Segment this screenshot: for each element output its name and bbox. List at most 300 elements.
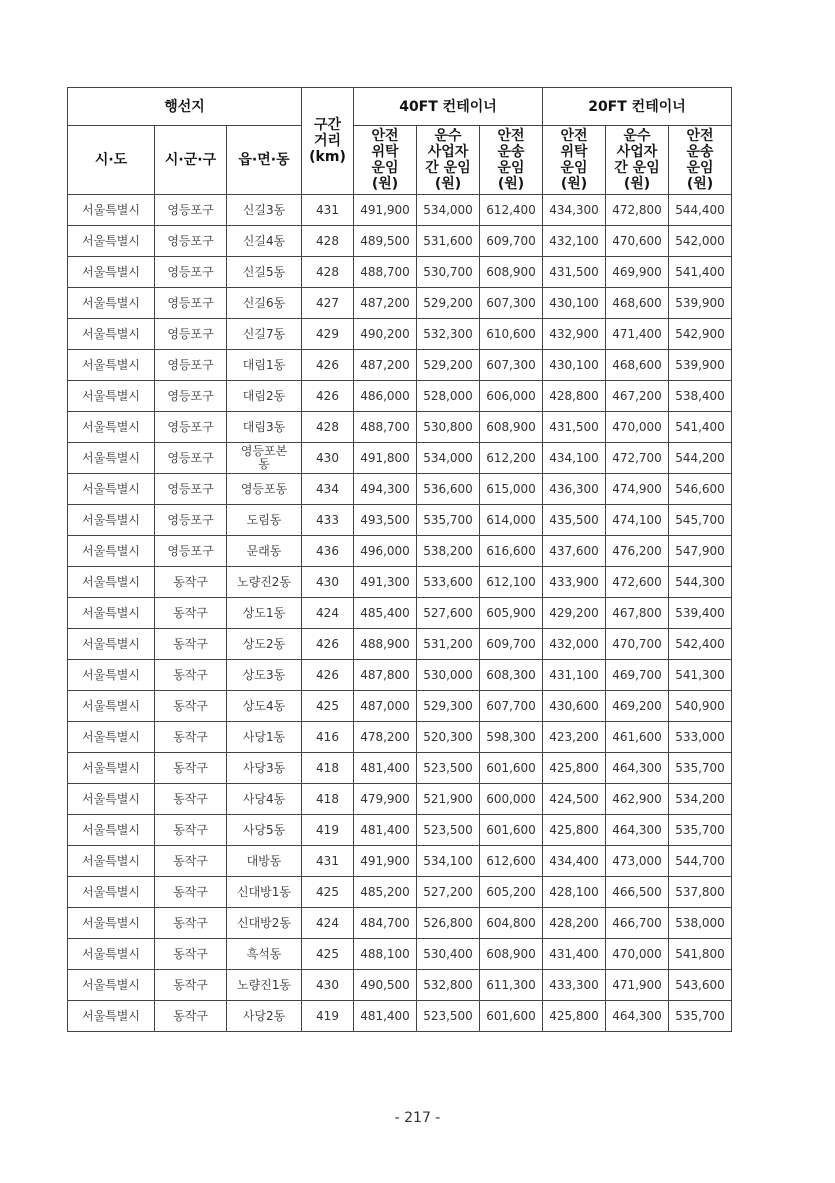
cell-20ft-carrier: 470,000 <box>606 412 669 443</box>
cell-20ft-safe-transport: 545,700 <box>669 505 732 536</box>
cell-eupmyeondong: 영등포동 <box>227 474 302 505</box>
cell-sido: 서울특별시 <box>68 319 155 350</box>
cell-40ft-carrier: 523,500 <box>417 753 480 784</box>
table-row <box>68 412 732 443</box>
cell-20ft-carrier: 467,800 <box>606 598 669 629</box>
cell-distance: 428 <box>302 226 354 257</box>
table-row <box>68 257 732 288</box>
cell-40ft-safe-transport: 601,600 <box>480 1001 543 1032</box>
cell-distance: 424 <box>302 598 354 629</box>
cell-20ft-carrier: 469,700 <box>606 660 669 691</box>
cell-20ft-carrier: 471,400 <box>606 319 669 350</box>
cell-20ft-safe-consign: 433,300 <box>543 970 606 1001</box>
header-20ft-safe-consign-rate: 안전 위탁 운임 (원) <box>543 126 606 195</box>
cell-eupmyeondong: 신길7동 <box>227 319 302 350</box>
cell-20ft-carrier: 466,500 <box>606 877 669 908</box>
cell-40ft-safe-transport: 598,300 <box>480 722 543 753</box>
table-row <box>68 226 732 257</box>
cell-eupmyeondong: 대림1동 <box>227 350 302 381</box>
cell-sido: 서울특별시 <box>68 443 155 474</box>
cell-40ft-carrier: 532,300 <box>417 319 480 350</box>
cell-sigungu: 동작구 <box>155 846 227 877</box>
table-row <box>68 784 732 815</box>
cell-40ft-safe-consign: 491,300 <box>354 567 417 598</box>
cell-20ft-carrier: 467,200 <box>606 381 669 412</box>
cell-distance: 425 <box>302 939 354 970</box>
cell-20ft-safe-consign: 434,300 <box>543 195 606 226</box>
cell-20ft-safe-consign: 431,100 <box>543 660 606 691</box>
cell-distance: 424 <box>302 908 354 939</box>
cell-20ft-safe-transport: 546,600 <box>669 474 732 505</box>
cell-sigungu: 영등포구 <box>155 350 227 381</box>
cell-40ft-safe-transport: 612,400 <box>480 195 543 226</box>
cell-distance: 419 <box>302 1001 354 1032</box>
cell-20ft-safe-consign: 436,300 <box>543 474 606 505</box>
cell-40ft-safe-transport: 605,900 <box>480 598 543 629</box>
cell-sido: 서울특별시 <box>68 567 155 598</box>
cell-20ft-safe-transport: 539,900 <box>669 350 732 381</box>
cell-20ft-safe-consign: 434,400 <box>543 846 606 877</box>
cell-sigungu: 영등포구 <box>155 536 227 567</box>
cell-20ft-safe-transport: 541,300 <box>669 660 732 691</box>
cell-sido: 서울특별시 <box>68 784 155 815</box>
cell-40ft-carrier: 530,700 <box>417 257 480 288</box>
table-row <box>68 722 732 753</box>
cell-40ft-carrier: 527,600 <box>417 598 480 629</box>
cell-40ft-carrier: 528,000 <box>417 381 480 412</box>
header-40ft-carrier-rate: 운수 사업자 간 운임 (원) <box>417 126 480 195</box>
cell-20ft-safe-consign: 430,100 <box>543 288 606 319</box>
cell-40ft-safe-transport: 616,600 <box>480 536 543 567</box>
cell-20ft-safe-transport: 534,200 <box>669 784 732 815</box>
cell-20ft-safe-consign: 428,200 <box>543 908 606 939</box>
cell-eupmyeondong: 신길3동 <box>227 195 302 226</box>
cell-sigungu: 동작구 <box>155 629 227 660</box>
table-row <box>68 691 732 722</box>
cell-40ft-safe-consign: 491,900 <box>354 195 417 226</box>
cell-20ft-safe-consign: 430,600 <box>543 691 606 722</box>
cell-40ft-safe-consign: 484,700 <box>354 908 417 939</box>
header-20ft-carrier-rate: 운수 사업자 간 운임 (원) <box>606 126 669 195</box>
table-row <box>68 350 732 381</box>
cell-20ft-carrier: 464,300 <box>606 753 669 784</box>
cell-20ft-safe-consign: 425,800 <box>543 815 606 846</box>
cell-distance: 425 <box>302 691 354 722</box>
cell-40ft-carrier: 526,800 <box>417 908 480 939</box>
cell-sido: 서울특별시 <box>68 505 155 536</box>
cell-eupmyeondong: 영등포본 동 <box>227 443 302 474</box>
table-row <box>68 1001 732 1032</box>
cell-distance: 436 <box>302 536 354 567</box>
cell-distance: 428 <box>302 412 354 443</box>
cell-eupmyeondong: 노량진2동 <box>227 567 302 598</box>
header-eupmyeondong: 읍·면·동 <box>227 126 302 195</box>
table-row <box>68 536 732 567</box>
cell-40ft-safe-transport: 608,900 <box>480 257 543 288</box>
cell-eupmyeondong: 신길6동 <box>227 288 302 319</box>
cell-20ft-safe-consign: 430,100 <box>543 350 606 381</box>
cell-sido: 서울특별시 <box>68 412 155 443</box>
cell-sido: 서울특별시 <box>68 629 155 660</box>
cell-20ft-safe-transport: 544,200 <box>669 443 732 474</box>
cell-20ft-safe-consign: 435,500 <box>543 505 606 536</box>
cell-40ft-safe-consign: 490,500 <box>354 970 417 1001</box>
cell-sido: 서울특별시 <box>68 846 155 877</box>
cell-sido: 서울특별시 <box>68 660 155 691</box>
cell-40ft-safe-transport: 610,600 <box>480 319 543 350</box>
cell-sido: 서울특별시 <box>68 815 155 846</box>
cell-20ft-safe-transport: 535,700 <box>669 753 732 784</box>
cell-sigungu: 영등포구 <box>155 257 227 288</box>
cell-distance: 419 <box>302 815 354 846</box>
cell-20ft-safe-transport: 533,000 <box>669 722 732 753</box>
cell-20ft-safe-consign: 425,800 <box>543 1001 606 1032</box>
cell-40ft-safe-consign: 478,200 <box>354 722 417 753</box>
cell-20ft-safe-transport: 547,900 <box>669 536 732 567</box>
cell-eupmyeondong: 상도3동 <box>227 660 302 691</box>
cell-sido: 서울특별시 <box>68 381 155 412</box>
header-sido: 시·도 <box>68 126 155 195</box>
cell-20ft-carrier: 464,300 <box>606 1001 669 1032</box>
cell-40ft-safe-transport: 606,000 <box>480 381 543 412</box>
cell-20ft-safe-consign: 425,800 <box>543 753 606 784</box>
cell-eupmyeondong: 사당2동 <box>227 1001 302 1032</box>
header-20ft: 20FT 컨테이너 <box>543 88 732 126</box>
cell-20ft-safe-transport: 542,400 <box>669 629 732 660</box>
cell-40ft-carrier: 533,600 <box>417 567 480 598</box>
cell-eupmyeondong: 신대방2동 <box>227 908 302 939</box>
table-row <box>68 505 732 536</box>
cell-40ft-carrier: 535,700 <box>417 505 480 536</box>
cell-distance: 427 <box>302 288 354 319</box>
cell-40ft-carrier: 536,600 <box>417 474 480 505</box>
cell-20ft-safe-consign: 432,000 <box>543 629 606 660</box>
cell-20ft-safe-consign: 433,900 <box>543 567 606 598</box>
cell-40ft-carrier: 523,500 <box>417 1001 480 1032</box>
cell-20ft-safe-transport: 540,900 <box>669 691 732 722</box>
cell-sido: 서울특별시 <box>68 350 155 381</box>
cell-distance: 430 <box>302 443 354 474</box>
cell-eupmyeondong: 흑석동 <box>227 939 302 970</box>
cell-20ft-safe-transport: 535,700 <box>669 1001 732 1032</box>
cell-20ft-safe-consign: 428,100 <box>543 877 606 908</box>
cell-40ft-carrier: 531,600 <box>417 226 480 257</box>
cell-sigungu: 동작구 <box>155 784 227 815</box>
cell-20ft-carrier: 461,600 <box>606 722 669 753</box>
cell-eupmyeondong: 신길5동 <box>227 257 302 288</box>
cell-40ft-safe-transport: 607,300 <box>480 288 543 319</box>
cell-distance: 428 <box>302 257 354 288</box>
cell-20ft-safe-transport: 538,000 <box>669 908 732 939</box>
table-row <box>68 629 732 660</box>
cell-20ft-safe-consign: 437,600 <box>543 536 606 567</box>
page-number: - 217 - <box>394 1110 441 1126</box>
cell-40ft-safe-consign: 494,300 <box>354 474 417 505</box>
cell-40ft-carrier: 529,300 <box>417 691 480 722</box>
cell-40ft-carrier: 520,300 <box>417 722 480 753</box>
cell-distance: 425 <box>302 877 354 908</box>
cell-20ft-carrier: 464,300 <box>606 815 669 846</box>
cell-distance: 426 <box>302 660 354 691</box>
cell-20ft-carrier: 471,900 <box>606 970 669 1001</box>
cell-40ft-safe-consign: 486,000 <box>354 381 417 412</box>
cell-40ft-safe-transport: 601,600 <box>480 753 543 784</box>
cell-sigungu: 동작구 <box>155 908 227 939</box>
cell-20ft-safe-transport: 541,400 <box>669 412 732 443</box>
cell-eupmyeondong: 상도2동 <box>227 629 302 660</box>
cell-20ft-safe-transport: 542,900 <box>669 319 732 350</box>
cell-sido: 서울특별시 <box>68 257 155 288</box>
cell-distance: 416 <box>302 722 354 753</box>
cell-40ft-safe-transport: 601,600 <box>480 815 543 846</box>
cell-40ft-carrier: 530,000 <box>417 660 480 691</box>
cell-eupmyeondong: 사당4동 <box>227 784 302 815</box>
cell-40ft-safe-consign: 488,700 <box>354 412 417 443</box>
cell-eupmyeondong: 대림3동 <box>227 412 302 443</box>
cell-distance: 429 <box>302 319 354 350</box>
cell-40ft-safe-transport: 612,100 <box>480 567 543 598</box>
cell-40ft-safe-transport: 612,600 <box>480 846 543 877</box>
cell-sigungu: 영등포구 <box>155 319 227 350</box>
cell-sigungu: 동작구 <box>155 567 227 598</box>
cell-eupmyeondong: 신길4동 <box>227 226 302 257</box>
cell-40ft-safe-transport: 607,700 <box>480 691 543 722</box>
cell-20ft-safe-transport: 535,700 <box>669 815 732 846</box>
cell-40ft-safe-consign: 487,000 <box>354 691 417 722</box>
cell-40ft-safe-consign: 481,400 <box>354 815 417 846</box>
cell-sigungu: 동작구 <box>155 815 227 846</box>
cell-20ft-safe-transport: 539,900 <box>669 288 732 319</box>
table-row <box>68 567 732 598</box>
table-row <box>68 908 732 939</box>
cell-20ft-safe-transport: 542,000 <box>669 226 732 257</box>
cell-40ft-carrier: 529,200 <box>417 350 480 381</box>
cell-sido: 서울특별시 <box>68 691 155 722</box>
cell-40ft-carrier: 538,200 <box>417 536 480 567</box>
cell-20ft-carrier: 470,600 <box>606 226 669 257</box>
cell-sigungu: 동작구 <box>155 877 227 908</box>
table-row <box>68 381 732 412</box>
cell-eupmyeondong: 상도1동 <box>227 598 302 629</box>
cell-eupmyeondong: 상도4동 <box>227 691 302 722</box>
cell-20ft-carrier: 462,900 <box>606 784 669 815</box>
cell-20ft-carrier: 466,700 <box>606 908 669 939</box>
cell-40ft-safe-consign: 493,500 <box>354 505 417 536</box>
cell-eupmyeondong: 사당3동 <box>227 753 302 784</box>
cell-20ft-safe-consign: 431,400 <box>543 939 606 970</box>
cell-40ft-safe-transport: 609,700 <box>480 629 543 660</box>
cell-sigungu: 영등포구 <box>155 474 227 505</box>
cell-20ft-carrier: 474,100 <box>606 505 669 536</box>
cell-40ft-safe-consign: 481,400 <box>354 1001 417 1032</box>
cell-20ft-safe-transport: 543,600 <box>669 970 732 1001</box>
cell-20ft-safe-consign: 431,500 <box>543 257 606 288</box>
header-distance: 구간 거리 (km) <box>302 88 354 195</box>
cell-sigungu: 동작구 <box>155 691 227 722</box>
cell-20ft-safe-consign: 432,100 <box>543 226 606 257</box>
header-40ft-safe-transport-rate: 안전 운송 운임 (원) <box>480 126 543 195</box>
cell-distance: 426 <box>302 350 354 381</box>
cell-distance: 430 <box>302 970 354 1001</box>
cell-40ft-safe-transport: 611,300 <box>480 970 543 1001</box>
cell-20ft-carrier: 468,600 <box>606 288 669 319</box>
cell-sigungu: 영등포구 <box>155 288 227 319</box>
cell-40ft-carrier: 532,800 <box>417 970 480 1001</box>
cell-40ft-safe-consign: 487,800 <box>354 660 417 691</box>
header-sigungu: 시·군·구 <box>155 126 227 195</box>
cell-40ft-carrier: 527,200 <box>417 877 480 908</box>
cell-distance: 426 <box>302 381 354 412</box>
cell-sigungu: 동작구 <box>155 598 227 629</box>
cell-20ft-carrier: 474,900 <box>606 474 669 505</box>
table-row <box>68 877 732 908</box>
cell-20ft-safe-transport: 544,700 <box>669 846 732 877</box>
cell-20ft-safe-consign: 434,100 <box>543 443 606 474</box>
cell-sigungu: 영등포구 <box>155 381 227 412</box>
cell-40ft-safe-consign: 491,900 <box>354 846 417 877</box>
cell-eupmyeondong: 대방동 <box>227 846 302 877</box>
cell-sigungu: 영등포구 <box>155 505 227 536</box>
table-row <box>68 443 732 474</box>
cell-sido: 서울특별시 <box>68 722 155 753</box>
table-row <box>68 660 732 691</box>
table-row <box>68 970 732 1001</box>
cell-eupmyeondong: 신대방1동 <box>227 877 302 908</box>
cell-40ft-safe-transport: 604,800 <box>480 908 543 939</box>
table-row <box>68 474 732 505</box>
table-header <box>68 88 732 195</box>
cell-sido: 서울특별시 <box>68 877 155 908</box>
cell-40ft-carrier: 531,200 <box>417 629 480 660</box>
cell-20ft-carrier: 476,200 <box>606 536 669 567</box>
cell-20ft-carrier: 469,200 <box>606 691 669 722</box>
cell-40ft-carrier: 534,100 <box>417 846 480 877</box>
cell-20ft-safe-consign: 432,900 <box>543 319 606 350</box>
cell-20ft-carrier: 473,000 <box>606 846 669 877</box>
cell-40ft-safe-transport: 614,000 <box>480 505 543 536</box>
cell-20ft-safe-transport: 539,400 <box>669 598 732 629</box>
cell-40ft-carrier: 530,800 <box>417 412 480 443</box>
cell-40ft-safe-consign: 487,200 <box>354 288 417 319</box>
cell-20ft-safe-transport: 538,400 <box>669 381 732 412</box>
cell-40ft-carrier: 523,500 <box>417 815 480 846</box>
cell-20ft-safe-consign: 423,200 <box>543 722 606 753</box>
cell-40ft-safe-consign: 489,500 <box>354 226 417 257</box>
cell-40ft-safe-transport: 600,000 <box>480 784 543 815</box>
cell-distance: 433 <box>302 505 354 536</box>
cell-40ft-safe-transport: 608,900 <box>480 412 543 443</box>
table-row <box>68 815 732 846</box>
cell-distance: 418 <box>302 753 354 784</box>
cell-40ft-safe-transport: 615,000 <box>480 474 543 505</box>
cell-20ft-carrier: 472,800 <box>606 195 669 226</box>
cell-20ft-safe-consign: 424,500 <box>543 784 606 815</box>
cell-eupmyeondong: 문래동 <box>227 536 302 567</box>
cell-20ft-carrier: 470,000 <box>606 939 669 970</box>
header-destination: 행선지 <box>68 88 302 126</box>
table-row <box>68 846 732 877</box>
table-row <box>68 753 732 784</box>
cell-eupmyeondong: 사당5동 <box>227 815 302 846</box>
cell-40ft-safe-transport: 612,200 <box>480 443 543 474</box>
cell-40ft-carrier: 521,900 <box>417 784 480 815</box>
cell-sigungu: 동작구 <box>155 660 227 691</box>
cell-distance: 431 <box>302 846 354 877</box>
cell-20ft-carrier: 472,600 <box>606 567 669 598</box>
cell-sigungu: 영등포구 <box>155 195 227 226</box>
cell-eupmyeondong: 노량진1동 <box>227 970 302 1001</box>
cell-sido: 서울특별시 <box>68 536 155 567</box>
cell-40ft-safe-consign: 487,200 <box>354 350 417 381</box>
cell-sigungu: 영등포구 <box>155 412 227 443</box>
cell-sido: 서울특별시 <box>68 939 155 970</box>
cell-40ft-safe-consign: 479,900 <box>354 784 417 815</box>
table-body <box>68 195 732 1032</box>
cell-40ft-carrier: 529,200 <box>417 288 480 319</box>
cell-sido: 서울특별시 <box>68 288 155 319</box>
cell-distance: 426 <box>302 629 354 660</box>
cell-sigungu: 동작구 <box>155 970 227 1001</box>
cell-40ft-safe-consign: 490,200 <box>354 319 417 350</box>
cell-20ft-carrier: 470,700 <box>606 629 669 660</box>
cell-sido: 서울특별시 <box>68 474 155 505</box>
cell-sido: 서울특별시 <box>68 598 155 629</box>
freight-rate-table <box>67 87 732 1032</box>
cell-40ft-safe-consign: 496,000 <box>354 536 417 567</box>
cell-20ft-carrier: 468,600 <box>606 350 669 381</box>
cell-sigungu: 동작구 <box>155 939 227 970</box>
cell-40ft-safe-transport: 608,300 <box>480 660 543 691</box>
cell-20ft-safe-transport: 537,800 <box>669 877 732 908</box>
cell-20ft-safe-transport: 541,800 <box>669 939 732 970</box>
header-20ft-safe-transport-rate: 안전 운송 운임 (원) <box>669 126 732 195</box>
cell-distance: 418 <box>302 784 354 815</box>
cell-sido: 서울특별시 <box>68 226 155 257</box>
cell-sigungu: 동작구 <box>155 753 227 784</box>
cell-40ft-safe-transport: 608,900 <box>480 939 543 970</box>
cell-20ft-safe-consign: 428,800 <box>543 381 606 412</box>
table-row <box>68 288 732 319</box>
table-row <box>68 319 732 350</box>
cell-40ft-carrier: 534,000 <box>417 443 480 474</box>
cell-40ft-safe-consign: 488,700 <box>354 257 417 288</box>
cell-40ft-safe-consign: 488,900 <box>354 629 417 660</box>
cell-distance: 431 <box>302 195 354 226</box>
cell-sigungu: 영등포구 <box>155 226 227 257</box>
cell-40ft-safe-consign: 481,400 <box>354 753 417 784</box>
cell-sido: 서울특별시 <box>68 908 155 939</box>
cell-distance: 434 <box>302 474 354 505</box>
cell-eupmyeondong: 대림2동 <box>227 381 302 412</box>
cell-sido: 서울특별시 <box>68 753 155 784</box>
cell-40ft-carrier: 530,400 <box>417 939 480 970</box>
header-40ft-safe-consign-rate: 안전 위탁 운임 (원) <box>354 126 417 195</box>
cell-20ft-safe-transport: 544,400 <box>669 195 732 226</box>
cell-sigungu: 동작구 <box>155 1001 227 1032</box>
header-40ft: 40FT 컨테이너 <box>354 88 543 126</box>
cell-40ft-safe-consign: 491,800 <box>354 443 417 474</box>
cell-40ft-safe-transport: 607,300 <box>480 350 543 381</box>
cell-20ft-carrier: 469,900 <box>606 257 669 288</box>
cell-sido: 서울특별시 <box>68 970 155 1001</box>
cell-eupmyeondong: 도림동 <box>227 505 302 536</box>
cell-40ft-safe-consign: 485,200 <box>354 877 417 908</box>
table-row <box>68 195 732 226</box>
cell-40ft-safe-consign: 485,400 <box>354 598 417 629</box>
cell-sigungu: 동작구 <box>155 722 227 753</box>
cell-sido: 서울특별시 <box>68 195 155 226</box>
table-row <box>68 598 732 629</box>
